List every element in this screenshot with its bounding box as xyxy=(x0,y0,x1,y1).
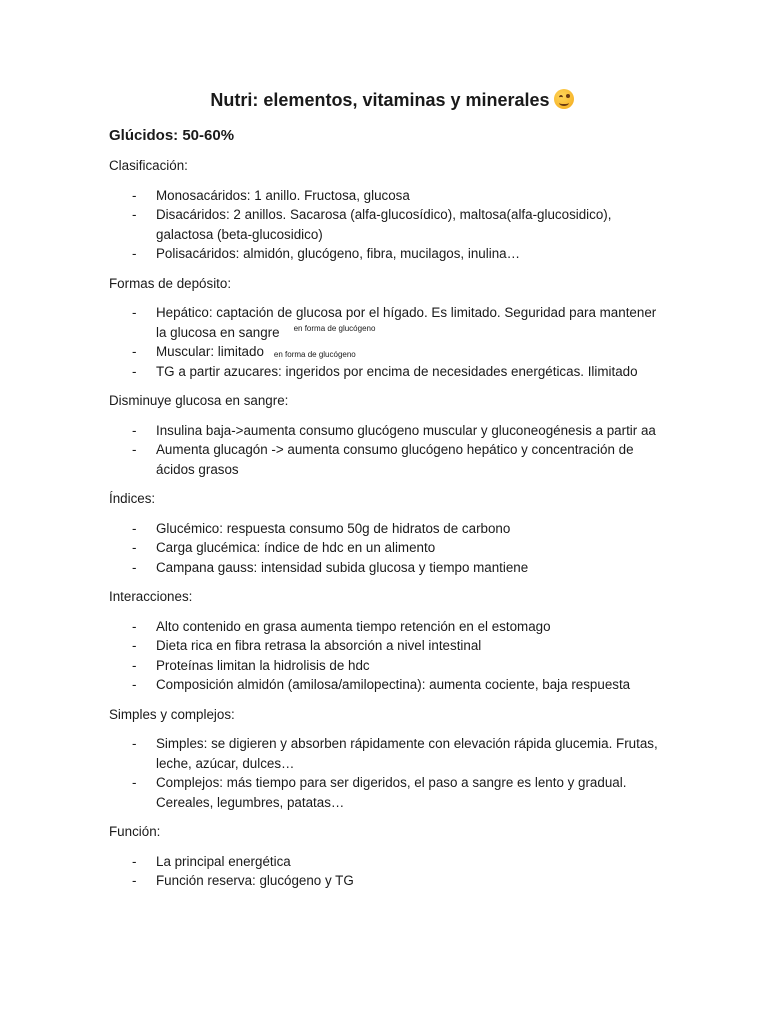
list-item-text: Hepático: captación de glucosa por el hígado. Es limitado. Seguridad para mantener la glucosa en sangre xyxy=(156,305,657,340)
list-item: - Polisacáridos: almidón, glucógeno, fibra, mucilagos, inulina… xyxy=(109,244,669,264)
document-page xyxy=(109,88,669,901)
list-item: - Carga glucémica: índice de hdc en un alimento xyxy=(109,538,669,558)
list-item xyxy=(109,342,669,362)
handwritten-note: en forma de glucógeno xyxy=(293,323,376,333)
list-item: - Función reserva: glucógeno y TG xyxy=(109,871,669,891)
list-item: - Monosacáridos: 1 anillo. Fructosa, glucosa xyxy=(109,186,669,206)
smirking-face-emoji-icon xyxy=(554,89,574,109)
section-label-simples-complejos: Simples y complejos: xyxy=(109,706,235,722)
page-title xyxy=(109,88,669,112)
section-heading: Glúcidos: 50-60% xyxy=(109,127,235,144)
section-label-clasificacion: Clasificación: xyxy=(109,158,188,173)
section-label-interacciones: Interacciones: xyxy=(109,589,193,604)
list-funcion xyxy=(109,852,669,891)
list-item: - Glucémico: respuesta consumo 50g de hidratos de carbono xyxy=(109,519,669,539)
section-label-formas-deposito: Formas de depósito: xyxy=(109,275,232,291)
section-label-funcion: Función: xyxy=(109,824,161,839)
list-interacciones xyxy=(109,617,669,695)
list-clasificacion xyxy=(109,186,669,264)
list-item xyxy=(109,303,669,342)
list-item: - La principal energética xyxy=(109,852,669,872)
list-item: - Simples: se digieren y absorben rápidamente con elevación rápida glucemia. Frutas, leche, azúcar, dulces… xyxy=(109,734,669,773)
list-item: - Complejos: más tiempo para ser digeridos, el paso a sangre es lento y gradual. Cereales, legumbres, patatas… xyxy=(109,773,669,812)
list-item-text: Muscular: limitado xyxy=(156,344,264,359)
list-item: - Alto contenido en grasa aumenta tiempo retención en el estomago xyxy=(109,617,669,637)
title-text: Nutri: elementos, vitaminas y minerales xyxy=(210,90,550,110)
list-item: - Proteínas limitan la hidrolisis de hdc xyxy=(109,656,669,676)
list-formas-deposito xyxy=(109,303,669,381)
list-item: - Disacáridos: 2 anillos. Sacarosa (alfa-glucosídico), maltosa(alfa-glucosidico), galactosa (beta-glucosidico) xyxy=(109,205,669,244)
list-item: - Composición almidón (amilosa/amilopectina): aumenta cociente, baja respuesta xyxy=(109,675,669,695)
list-indices xyxy=(109,519,669,578)
list-item: - Insulina baja->aumenta consumo glucógeno muscular y gluconeogénesis a partir aa xyxy=(109,421,669,441)
list-simples-complejos xyxy=(109,734,669,812)
section-label-disminuye-glucosa: Disminuye glucosa en sangre: xyxy=(109,393,289,408)
list-item: - TG a partir azucares: ingeridos por encima de necesidades energéticas. Ilimitado xyxy=(109,362,669,382)
list-disminuye-glucosa xyxy=(109,421,669,480)
section-label-indices: Índices: xyxy=(109,491,156,506)
list-item: - Aumenta glucagón -> aumenta consumo glucógeno hepático y concentración de ácidos grasos xyxy=(109,440,669,479)
handwritten-note: en forma de glucógeno xyxy=(273,350,356,359)
list-item: - Dieta rica en fibra retrasa la absorción a nivel intestinal xyxy=(109,636,669,656)
list-item: - Campana gauss: intensidad subida glucosa y tiempo mantiene xyxy=(109,558,669,578)
